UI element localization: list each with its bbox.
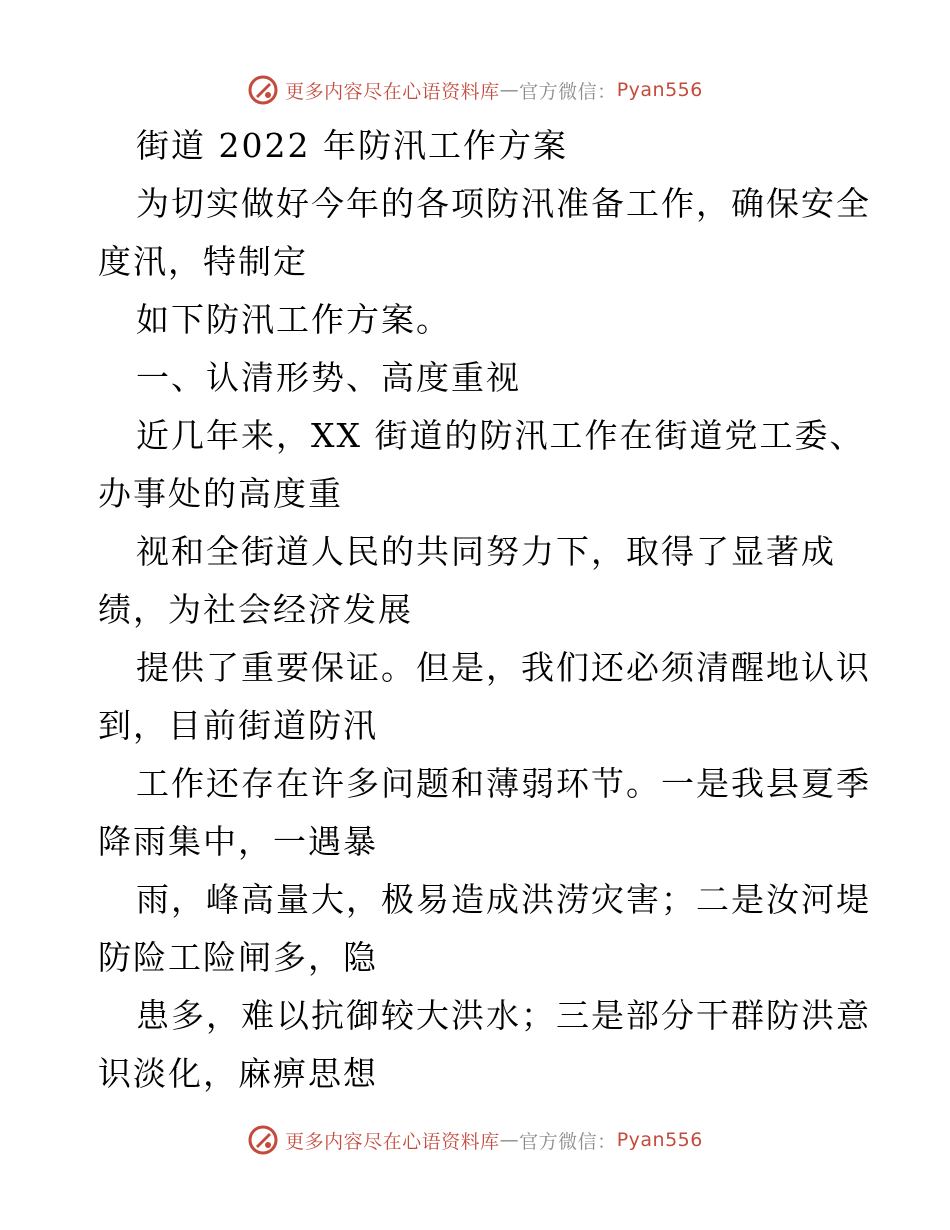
doc-line-13: 雨，峰高量大，极易造成洪涝灾害；二是汝河堤 [136, 880, 871, 919]
doc-line-15: 患多，难以抗御较大洪水；三是部分干群防洪意 [136, 996, 871, 1035]
header-banner-wechat-id: Pyan556 [616, 79, 703, 101]
logo-icon [247, 1124, 279, 1156]
doc-line-5: 近几年来，XX 街道的防汛工作在街道党工委、 [136, 416, 865, 455]
logo-icon [247, 74, 279, 106]
doc-section-heading: 一、认清形势、高度重视 [136, 358, 521, 397]
footer-banner-main-text: 更多内容尽在心语资料库 [285, 1130, 500, 1153]
doc-line-11: 工作还存在许多问题和薄弱环节。一是我县夏季 [136, 764, 871, 803]
header-banner-official-text: 官方微信： [519, 80, 617, 103]
doc-line-3: 如下防汛工作方案。 [136, 300, 451, 339]
footer-banner-official-text: 官方微信： [519, 1130, 617, 1153]
footer-banner [0, 1120, 950, 1160]
doc-line-9: 提供了重要保证。但是，我们还必须清醒地认识 [136, 648, 871, 687]
doc-title: 街道 2022 年防汛工作方案 [136, 126, 568, 165]
doc-line-16: 识淡化，麻痹思想 [98, 1054, 378, 1093]
footer-banner-dash: — [499, 1129, 520, 1151]
doc-line-2: 度汛，特制定 [98, 242, 308, 281]
doc-line-12: 降雨集中，一遇暴 [98, 822, 378, 861]
doc-line-6: 办事处的高度重 [98, 474, 343, 513]
doc-line-8: 绩，为社会经济发展 [98, 590, 413, 629]
header-banner [0, 70, 950, 110]
doc-line-1: 为切实做好今年的各项防汛准备工作，确保安全 [136, 184, 871, 223]
doc-line-10: 到，目前街道防汛 [98, 706, 378, 745]
header-banner-main-text: 更多内容尽在心语资料库 [285, 80, 500, 103]
doc-line-14: 防险工险闸多，隐 [98, 938, 378, 977]
doc-line-7: 视和全街道人民的共同努力下，取得了显著成 [136, 532, 836, 571]
header-banner-dash: — [499, 79, 520, 101]
footer-banner-wechat-id: Pyan556 [616, 1129, 703, 1151]
